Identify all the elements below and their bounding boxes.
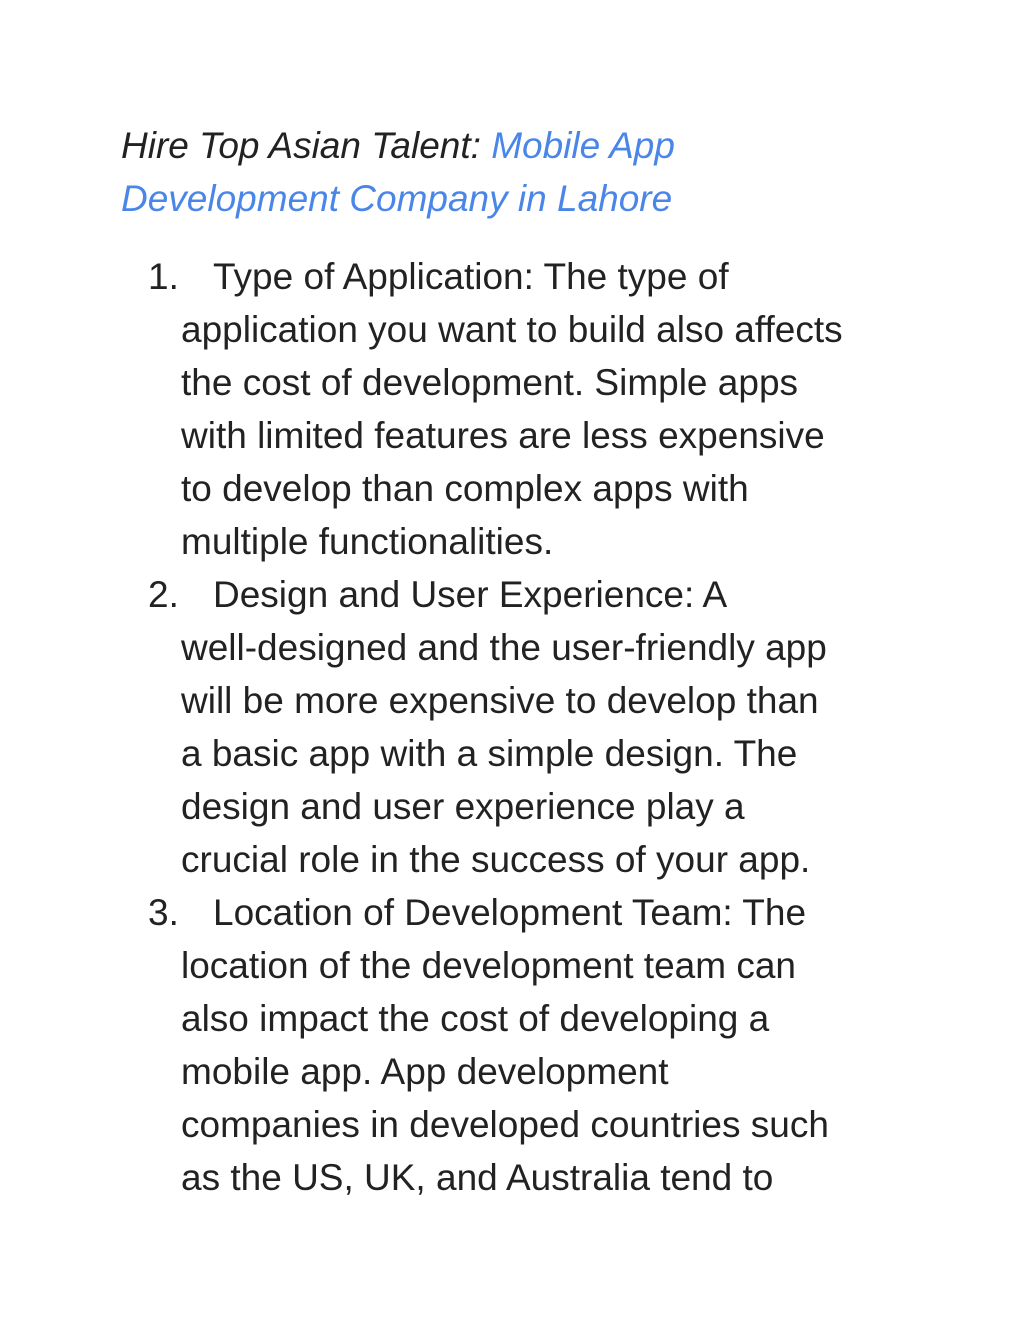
heading-link-line1: Mobile App: [491, 125, 675, 166]
heading-prefix: Hire Top Asian Talent:: [121, 125, 492, 166]
list-item-number: 3.: [148, 892, 179, 933]
list-item-number: 2.: [148, 574, 179, 615]
list-item-line: Type of Application: The type of: [213, 256, 729, 297]
list-item-line: also impact the cost of developing a: [181, 998, 770, 1039]
numbered-list: [0, 250, 1024, 1204]
list-item: [0, 250, 911, 568]
list-item-line: will be more expensive to develop than: [181, 680, 819, 721]
list-item-line: crucial role in the success of your app.: [181, 839, 811, 880]
list-item-number: 1.: [148, 256, 179, 297]
list-item-line: multiple functionalities.: [181, 521, 554, 562]
heading: [121, 119, 841, 225]
list-item-line: mobile app. App development: [181, 1051, 669, 1092]
list-item-line: a basic app with a simple design. The: [181, 733, 798, 774]
list-item-line: companies in developed countries such: [181, 1104, 829, 1145]
list-item-line: to develop than complex apps with: [181, 468, 749, 509]
list-item-line: application you want to build also affects: [181, 309, 843, 350]
list-item-line: design and user experience play a: [181, 786, 745, 827]
list-item-line: well-designed and the user-friendly app: [181, 627, 827, 668]
heading-link-line2: Development Company in Lahore: [121, 178, 673, 219]
list-item-line: Location of Development Team: The: [213, 892, 807, 933]
list-item-line: as the US, UK, and Australia tend to: [181, 1157, 774, 1198]
list-item-line: the cost of development. Simple apps: [181, 362, 799, 403]
list-item: [0, 568, 911, 886]
list-item-line: location of the development team can: [181, 945, 796, 986]
list-item: [0, 886, 911, 1204]
list-item-line: with limited features are less expensive: [181, 415, 825, 456]
list-item-line: Design and User Experience: A: [213, 574, 728, 615]
